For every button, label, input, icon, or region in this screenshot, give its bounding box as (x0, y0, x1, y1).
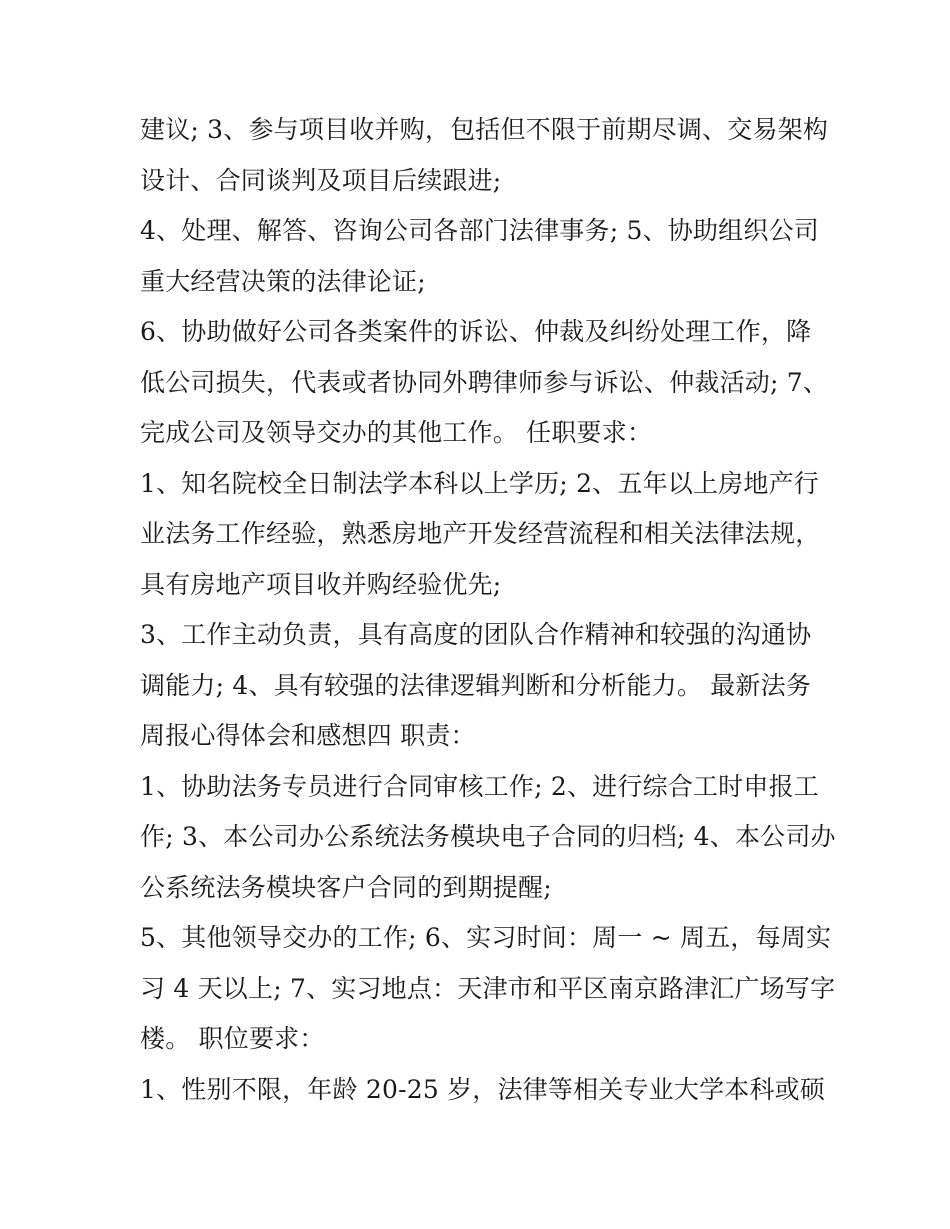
text-line: 习 4 天以上; 7、实习地点：天津市和平区南京路津汇广场写字 (140, 973, 836, 1003)
text-line: 公系统法务模块客户合同的到期提醒; (140, 872, 552, 902)
text-line: 建议; 3、参与项目收并购，包括但不限于前期尽调、交易架构 (140, 115, 829, 144)
text-line: 完成公司及领导交办的其他工作。 任职要求： (140, 418, 653, 447)
text-line: 6、协助做好公司各类案件的诉讼、仲裁及纠纷处理工作，降 (140, 317, 812, 346)
text-line: 3、工作主动负责，具有高度的团队合作精神和较强的沟通协 (140, 620, 812, 649)
text-line: 调能力; 4、具有较强的法律逻辑判断和分析能力。 最新法务 (140, 670, 812, 700)
text-line: 1、性别不限，年龄 20-25 岁，法律等相关专业大学本科或硕 (140, 1074, 826, 1104)
text-line: 重大经营决策的法律论证; (140, 266, 426, 296)
document-body (140, 105, 836, 1115)
text-line: 1、知名院校全日制法学本科以上学历; 2、五年以上房地产行 (140, 468, 819, 498)
text-line: 楼。 职位要求： (140, 1024, 325, 1053)
text-line: 作; 3、本公司办公系统法务模块电子合同的归档; 4、本公司办 (140, 822, 836, 851)
text-line: 业法务工作经验，熟悉房地产开发经营流程和相关法律法规， (140, 519, 821, 548)
text-line: 具有房地产项目收并购经验优先; (140, 569, 502, 599)
text-line: 设计、合同谈判及项目后续跟进; (140, 165, 502, 195)
text-line: 1、协助法务专员进行合同审核工作; 2、进行综合工时申报工 (140, 771, 819, 801)
text-line: 周报心得体会和感想四 职责： (140, 721, 476, 750)
text-line: 4、处理、解答、咨询公司各部门法律事务; 5、协助组织公司 (140, 216, 819, 245)
text-line: 5、其他领导交办的工作; 6、实习时间：周一 ~ 周五，每周实 (140, 923, 832, 952)
text-line: 低公司损失，代表或者协同外聘律师参与诉讼、仲裁活动; 7、 (140, 367, 829, 397)
